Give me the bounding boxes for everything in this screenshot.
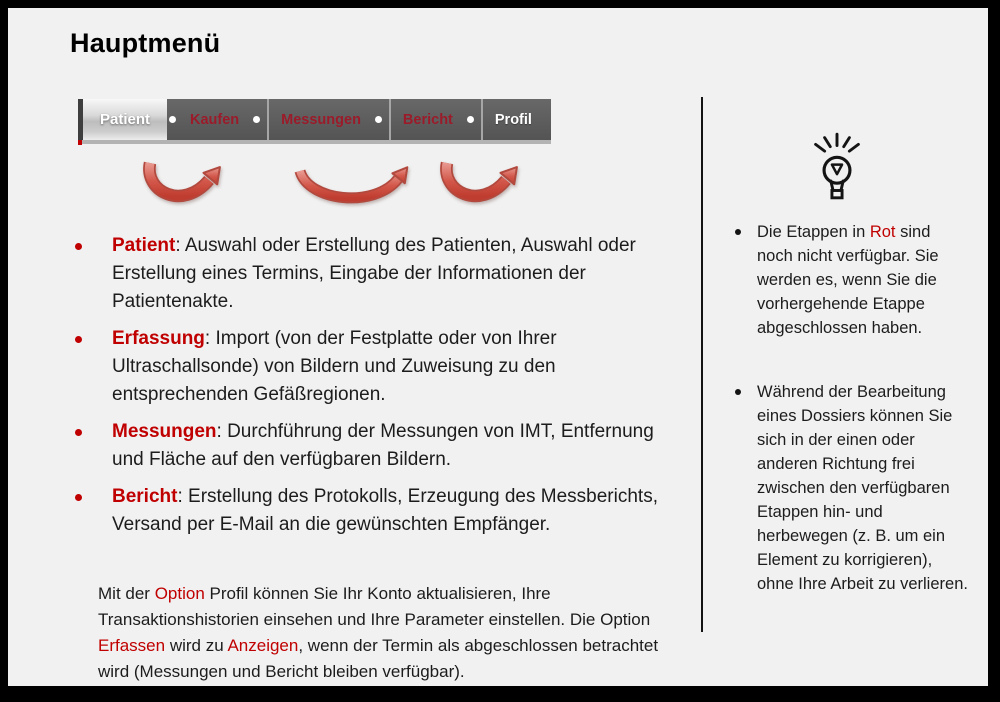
slide xyxy=(8,8,988,686)
bullet-item xyxy=(74,483,684,539)
menu-item-profil[interactable]: Profil xyxy=(494,111,532,128)
tip-bullet-marker xyxy=(735,229,741,235)
bullet-term: Messungen xyxy=(112,421,217,442)
separator-dot-icon xyxy=(169,116,176,123)
bullet-text xyxy=(112,325,672,409)
menu-item-patient[interactable]: Patient xyxy=(83,99,167,140)
curved-arrow-icon xyxy=(139,156,231,205)
tip-text: Die Etappen in Rot sind noch nicht verfügbar. Sie werden es, wenn Sie die vorhergehende Etappe abgeschlossen haben. xyxy=(757,223,939,337)
separator-dot-icon xyxy=(467,116,474,123)
separator-dot-icon xyxy=(253,116,260,123)
menu-item-bericht[interactable]: Bericht xyxy=(402,111,453,128)
bullet-text xyxy=(112,232,672,316)
tips-list xyxy=(726,220,978,636)
bullet-body: : Auswahl oder Erstellung des Patienten, Auswahl oder Erstellung eines Termins, Eingabe der Informationen der Patientenakte. xyxy=(112,235,636,312)
menu-item-kaufen[interactable]: Kaufen xyxy=(190,111,240,128)
tip-text: Während der Bearbeitung eines Dossiers können Sie sich in der einen oder anderen Richtung frei zwischen den verfügbaren Etappen hin- und herbewegen (z. B. um ein Element zu korrigieren), ohne Ihre Arbeit zu verlieren. xyxy=(757,383,968,593)
bullet-marker xyxy=(75,243,82,250)
curved-arrow-icon xyxy=(436,156,528,205)
bullet-term: Bericht xyxy=(112,486,178,507)
menu-description-list xyxy=(74,232,684,548)
profile-note: Mit der Option Profil können Sie Ihr Konto aktualisieren, Ihre Transaktionshistorien einsehen und Ihre Parameter einstellen. Die Option Erfassen wird zu Anzeigen, wenn der Termin als abgeschlossen betrachtet wird (Messungen und Bericht bleiben verfügbar). xyxy=(98,584,659,681)
bullet-item xyxy=(74,325,684,409)
bullet-body: : Erstellung des Protokolls, Erzeugung des Messberichts, Versand per E-Mail an die gewünschten Empfänger. xyxy=(112,486,658,535)
bullet-body: : Import (von der Festplatte oder von Ihrer Ultraschallsonde) von Bildern und Zuweisung zu den entsprechenden Gefäßregionen. xyxy=(112,328,557,405)
bullet-item xyxy=(74,232,684,316)
bullet-marker xyxy=(75,494,82,501)
bullet-text xyxy=(112,483,672,539)
bullet-item xyxy=(74,418,684,474)
tip-bullet-marker xyxy=(735,389,741,395)
separator-dot-icon xyxy=(375,116,382,123)
bullet-body: : Durchführung der Messungen von IMT, Entfernung und Fläche auf den verfügbaren Bildern. xyxy=(112,421,654,470)
bullet-term: Patient xyxy=(112,235,176,256)
bullet-marker xyxy=(75,429,82,436)
bullet-marker xyxy=(75,336,82,343)
menu-item-messungen[interactable]: Messungen xyxy=(281,111,361,128)
menu-bar xyxy=(78,99,551,144)
bullet-text xyxy=(112,418,672,474)
lightbulb-icon xyxy=(808,132,866,204)
bullet-term: Erfassung xyxy=(112,328,205,349)
tip-item xyxy=(726,380,978,596)
active-tab-marker xyxy=(78,140,82,145)
curved-arrow-icon xyxy=(292,163,412,207)
page-title: Hauptmenü xyxy=(70,28,221,58)
vertical-divider xyxy=(701,97,703,632)
tip-item xyxy=(726,220,978,340)
